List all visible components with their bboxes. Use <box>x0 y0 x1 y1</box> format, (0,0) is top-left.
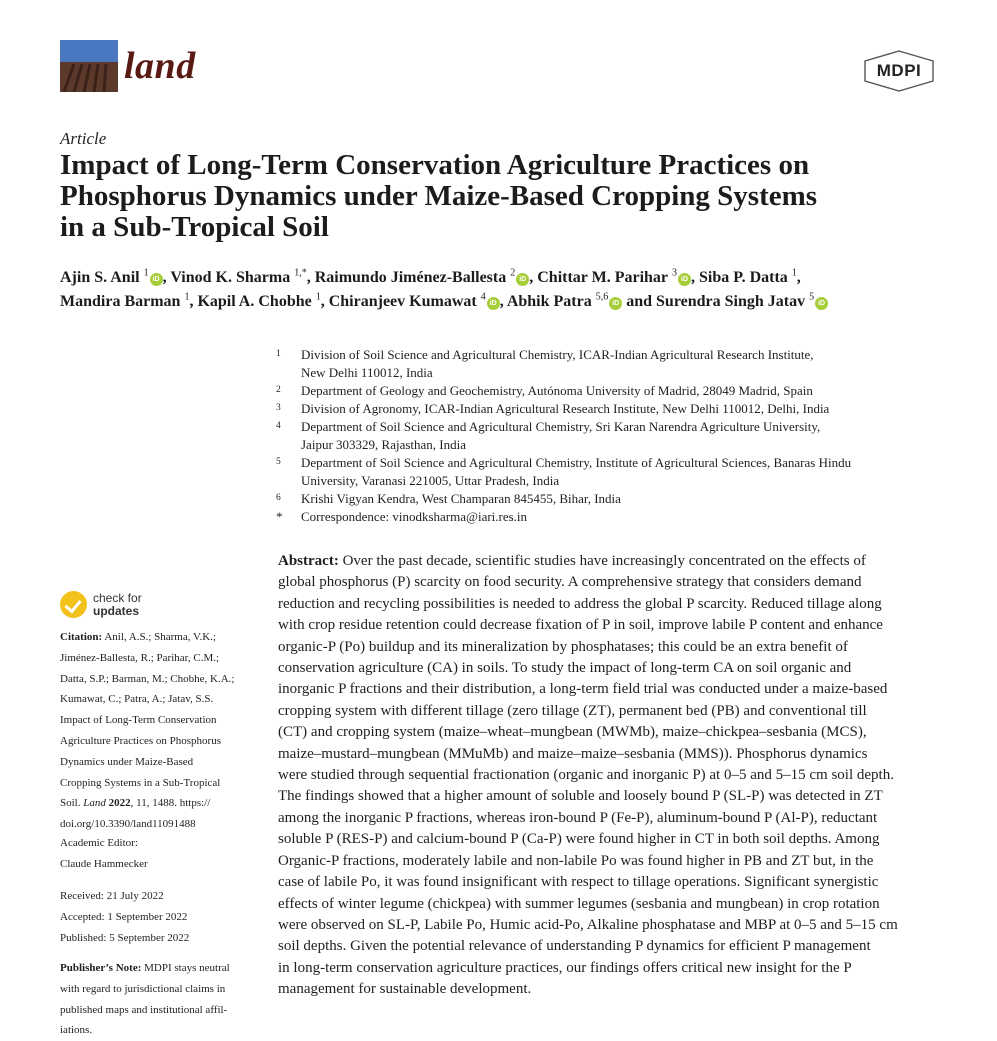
citation-text: Datta, S.P.; Barman, M.; Chobhe, K.A.; <box>60 672 235 685</box>
citation-journal: Land <box>83 797 106 810</box>
citation-text: Anil, A.S.; Sharma, V.K.; <box>102 631 217 643</box>
affiliation-marker: * <box>276 509 283 524</box>
affiliation-item <box>276 382 956 400</box>
author-name: Kapil A. Chobhe <box>197 293 312 310</box>
affiliation-line: Department of Soil Science and Agricultural Chemistry, Institute of Agricultural Sciences, Banaras Hindu <box>301 455 852 470</box>
affiliation-line: Department of Geology and Geochemistry, Autónoma University of Madrid, 28049 Madrid, Spain <box>301 383 813 398</box>
author-affil: 4 <box>480 291 486 303</box>
citation-label: Citation: <box>60 631 103 643</box>
author-affil: 1,* <box>294 267 307 279</box>
affiliation-line: Department of Soil Science and Agricultural Chemistry, Sri Karan Narendra Agriculture University, <box>301 419 821 434</box>
citation-text: Impact of Long-Term Conservation <box>60 714 217 727</box>
publisher-note-text: MDPI stays neutral <box>141 962 230 974</box>
abstract-line: soluble P (RES-P) and calcium-bound P (Ca-P) were found higher in CT in both soil depths. Among <box>278 831 880 848</box>
author-name: Mandira Barman <box>60 293 181 310</box>
journal-name: land <box>124 45 196 87</box>
affiliation-line: New Delhi 110012, India <box>301 365 433 380</box>
abstract-line: global phosphorus (P) scarcity on food security. A comprehensive strategy that considers demand <box>278 574 862 591</box>
affiliation-marker: 2 <box>276 385 281 395</box>
author-affil: 3 <box>672 267 678 279</box>
author-conjunction: and <box>626 293 653 310</box>
affiliation-line: Jaipur 303329, Rajasthan, India <box>301 437 466 452</box>
orcid-icon[interactable]: iD <box>516 273 529 286</box>
abstract <box>278 551 938 1001</box>
author-affil: 2 <box>510 267 516 279</box>
affiliation-line: Division of Agronomy, ICAR-Indian Agricultural Research Institute, New Delhi 110012, Delhi, India <box>301 401 830 416</box>
citation-year: 2022 <box>108 797 131 810</box>
author-name: Chittar M. Parihar <box>537 269 669 286</box>
author-name: Vinod K. Sharma <box>170 269 291 286</box>
orcid-icon[interactable]: iD <box>487 297 500 310</box>
author-name: Siba P. Datta <box>699 269 788 286</box>
date-accepted: Accepted: 1 September 2022 <box>60 910 188 923</box>
abstract-line: organic-P (Po) buildup and its mineralization by phosphatases; this could be an extra benefit of <box>278 638 848 655</box>
citation-text: Jiménez-Ballesta, R.; Parihar, C.M.; <box>60 651 220 664</box>
check-for-updates-button[interactable] <box>60 591 170 619</box>
affiliation-item <box>276 454 956 490</box>
orcid-icon[interactable]: iD <box>150 273 163 286</box>
article-title <box>60 150 940 243</box>
publisher-note-text: with regard to jurisdictional claims in <box>60 982 226 995</box>
affiliation-marker: 1 <box>276 349 281 359</box>
citation-text: Dynamics under Maize-Based <box>60 755 194 768</box>
author-name: Surendra Singh Jatav <box>656 293 806 310</box>
publisher-name: MDPI <box>876 61 922 80</box>
abstract-line: The findings showed that a higher amount of soluble and loosely bound P (SL-P) was detected in ZT <box>278 788 883 805</box>
citation-text: Soil. <box>60 797 84 810</box>
affiliation-line: Division of Soil Science and Agricultural Chemistry, ICAR-Indian Agricultural Research Institute, <box>301 347 814 362</box>
check-updates-label-bold: updates <box>93 604 140 618</box>
abstract-line: effects of winter legume (chickpea) with summer legumes (sesbania and mungbean) in crop rotation <box>278 895 880 912</box>
check-updates-icon <box>60 591 87 618</box>
author-affil: 1 <box>143 267 149 279</box>
affiliation-item <box>276 418 956 454</box>
correspondence-line[interactable]: Correspondence: vinodksharma@iari.res.in <box>301 509 528 524</box>
date-received: Received: 21 July 2022 <box>60 890 164 902</box>
abstract-line: in long-term conservation agriculture practices, our findings offers critical new insight for the P <box>278 959 852 976</box>
abstract-line: Abstract: Over the past decade, scientific studies have increasingly concentrated on the effects of <box>278 553 866 569</box>
abstract-line: were observed on SL-P, Labile Po, Humic acid-Po, Alkaline phosphatase and MBP at 0–5 and 5–15 cm <box>278 916 898 933</box>
title-line: Phosphorus Dynamics under Maize-Based Cropping Systems <box>60 180 818 212</box>
publisher-note-label: Publisher’s Note: <box>60 962 142 974</box>
abstract-line: soil depths. Given the potential relevance of understanding P dynamics for efficient P management <box>278 938 871 955</box>
publisher-note-text: iations. <box>60 1024 93 1037</box>
citation-text: Kumawat, C.; Patra, A.; Jatav, S.S. <box>60 693 214 706</box>
affiliation-item <box>276 490 956 508</box>
abstract-line: cropping system with different tillage (zero tillage (ZT), permanent bed (PB) and conventional till <box>278 702 867 719</box>
journal-logo <box>60 40 118 92</box>
author-affil: 1 <box>791 267 797 279</box>
abstract-line: with crop residue retention could decrease fixation of P in soil, improve labile P content and enhance <box>278 617 883 634</box>
citation-text: , 11, 1488. https:// <box>130 797 211 810</box>
abstract-line: conservation agriculture (CA) in soils. To study the impact of long-term CA on soil organic and <box>278 660 852 677</box>
author-name: Ajin S. Anil <box>60 269 140 286</box>
abstract-line: Organic-P fractions, moderately labile and non-labile Po was found higher in PB and ZT but, in the <box>278 852 874 869</box>
affiliation-line: University, Varanasi 221005, Uttar Pradesh, India <box>301 473 560 488</box>
citation-text: Agriculture Practices on Phosphorus <box>60 734 221 747</box>
abstract-line: reduction and recycling possibilities is needed to address the global P scarcity. Reduced tillage along <box>278 595 882 612</box>
affiliation-marker: 5 <box>276 457 281 467</box>
abstract-label: Abstract: <box>278 553 339 569</box>
citation-doi-link[interactable]: doi.org/10.3390/land11091488 <box>60 818 196 831</box>
date-published: Published: 5 September 2022 <box>60 931 190 944</box>
publisher-note <box>60 958 230 1041</box>
editor-label: Academic Editor: <box>60 837 138 849</box>
affiliation-item <box>276 346 956 382</box>
affiliation-line: Krishi Vigyan Kendra, West Champaran 845455, Bihar, India <box>301 491 621 506</box>
author-list: Ajin S. Anil $^1$iD , Vinod K. Sharma $^{1,*}$, Raimundo Jiménez-Ballesta $^2$iD , Chittar M. Parihar $^3$iD , Siba P. Datta $^1$, Mandira Barman $^1$, Kapil A. Chobhe $^1$, Chiranjeev Kumawat $^4$iD , Abhik Patra $^{5,6}$iD and Surendra Singh Jatav $^5$iD <box>60 266 960 314</box>
author-name: Chiranjeev Kumawat <box>328 293 477 310</box>
academic-editor <box>60 833 148 875</box>
article-type: Article <box>60 129 107 148</box>
orcid-icon[interactable]: iD <box>609 297 622 310</box>
abstract-line: management for sustainable development. <box>278 981 532 998</box>
publisher-note-text: published maps and institutional affil- <box>60 1003 228 1016</box>
citation-block <box>60 627 234 835</box>
abstract-line: maize–mustard–mungbean (MMuMb) and maize–maize–sesbania (MMS)). Phosphorus dynamics <box>278 745 868 762</box>
affiliations <box>276 346 956 526</box>
author-affil: 5 <box>809 291 815 303</box>
editor-name: Claude Hammecker <box>60 857 148 870</box>
author-affil: 5,6 <box>595 291 609 303</box>
affiliation-marker: 4 <box>276 421 281 431</box>
title-line: in a Sub-Tropical Soil <box>60 211 329 243</box>
abstract-line: were studied through sequential fractionation (organic and inorganic P) at 0–5 and 5–15 cm soil depth. <box>278 767 894 784</box>
check-updates-label: check for <box>93 591 142 605</box>
publication-dates <box>60 886 189 948</box>
correspondence-item <box>276 508 956 526</box>
abstract-line: (CT) and cropping system (maize–wheat–mungbean (MWMb), maize–chickpea–sesbania (MCS), <box>278 724 867 741</box>
affiliation-item <box>276 400 956 418</box>
orcid-icon[interactable]: iD <box>678 273 691 286</box>
author-affil: 1 <box>184 291 190 303</box>
orcid-icon[interactable]: iD <box>815 297 828 310</box>
affiliation-marker: 3 <box>276 403 281 413</box>
publisher-logo <box>863 49 935 93</box>
author-name: Raimundo Jiménez-Ballesta <box>314 269 507 286</box>
citation-text: Cropping Systems in a Sub-Tropical <box>60 776 221 789</box>
abstract-line: inorganic P fractions and their distribution, a long-term field trial was conducted under a maize-based <box>278 681 888 698</box>
title-line: Impact of Long-Term Conservation Agriculture Practices on <box>60 149 810 181</box>
abstract-line: case of labile Po, it was found insignificant with respect to tillage operations. Significant synergistic <box>278 874 879 891</box>
affiliation-marker: 6 <box>276 493 281 503</box>
author-affil: 1 <box>315 291 321 303</box>
abstract-line: among the inorganic P fractions, whereas iron-bound P (Fe-P), aluminum-bound P (Al-P), reductant <box>278 809 878 826</box>
author-name: Abhik Patra <box>506 293 592 310</box>
